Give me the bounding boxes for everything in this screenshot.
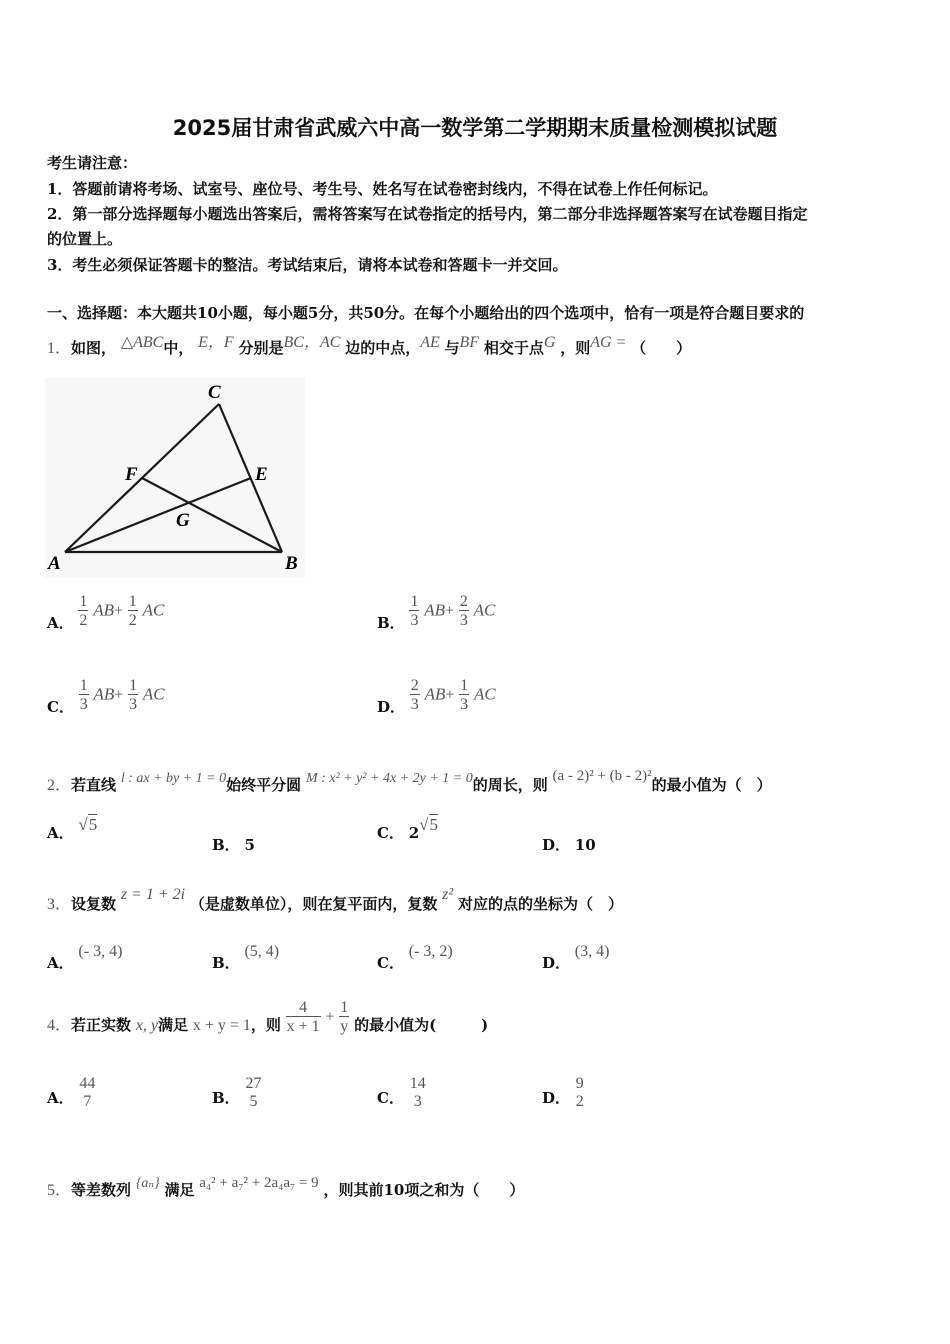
q1-option-a[interactable]: A． $\frac{1}{2}$ AB+ $\frac{1}{2}$ AC xyxy=(47,593,165,632)
label-b: B xyxy=(285,553,298,574)
section-heading: 一、选择题：本大题共10小题，每小题5分，共50分。在每个小题给出的四个选项中，恰有一项是符合题目要求的 xyxy=(47,304,805,322)
q2-option-a[interactable]: A． √5 xyxy=(47,815,98,842)
q1-option-c[interactable]: C． $\frac{1}{3}$ AB+ $\frac{1}{3}$ AC xyxy=(47,677,165,716)
label-g: G xyxy=(176,510,190,531)
label-e: E xyxy=(255,464,268,485)
q3-option-d[interactable]: D． (3, 4) xyxy=(542,943,610,972)
label-a: A xyxy=(48,553,61,574)
notice-item-2: 2．第一部分选择题每小题选出答案后，需将答案写在试卷指定的括号内，第二部分非选择题答案写在试卷题目指定 xyxy=(47,205,808,223)
q4-option-a[interactable]: A． 44 7 xyxy=(47,1075,96,1110)
label-c: C xyxy=(208,382,221,403)
notice-item-2-cont: 的位置上。 xyxy=(47,230,123,248)
question-3-stem: 3．设复数 z = 1 + 2i （是虚数单位），则在复平面内，复数 z² 对应的点的坐标为（ ） xyxy=(47,886,623,913)
notice-item-3: 3．考生必须保证答题卡的整洁。考试结束后，请将本试卷和答题卡一并交回。 xyxy=(47,256,568,274)
question-1-stem: 1．如图， △ABC中， E，F 分别是BC，AC 边的中点，AE 与BF 相交于点G ，则AG = （ ） xyxy=(47,334,692,357)
page-title: 2025届甘肃省武威六中高一数学第二学期期末质量检测模拟试题 xyxy=(172,116,778,140)
q1-option-d[interactable]: D． $\frac{2}{3}$ AB+ $\frac{1}{3}$ AC xyxy=(377,677,496,716)
notice-item-1: 1．答题前请将考场、试室号、座位号、考生号、姓名写在试卷密封线内，不得在试卷上作任何标记。 xyxy=(47,180,718,198)
q2-option-d[interactable]: D． 10 xyxy=(542,836,596,854)
q3-option-a[interactable]: A． (- 3, 4) xyxy=(47,943,123,972)
q3-option-c[interactable]: C． (- 3, 2) xyxy=(377,943,453,972)
notice-heading: 考生请注意： xyxy=(47,154,138,172)
q3-option-b[interactable]: B． (5, 4) xyxy=(212,943,280,972)
q4-option-b[interactable]: B． 27 5 xyxy=(212,1075,262,1110)
q1-option-b[interactable]: B． $\frac{1}{3}$ AB+ $\frac{2}{3}$ AC xyxy=(377,593,496,632)
q4-option-c[interactable]: C． 14 3 xyxy=(377,1075,426,1110)
question-5-stem: 5．等差数列 {aₙ} 满足 a₄² + a₇² + 2a₄a₇ = 9 ，则其前10项之和为（ ） xyxy=(47,1175,525,1199)
triangle-figure xyxy=(45,378,305,578)
q2-option-b[interactable]: B． 5 xyxy=(212,836,255,854)
q4-option-d[interactable]: D． 9 2 xyxy=(542,1075,584,1110)
question-2-stem: 2．若直线 l : ax + by + 1 = 0始终平分圆 M : x² + y² + 4x + 2y + 1 = 0的周长，则 (a - 2)² + (b - 2)²的最小值为（ ） xyxy=(47,768,772,794)
q2-option-c[interactable]: C． 2√5 xyxy=(377,815,439,842)
label-f: F xyxy=(125,464,138,485)
question-4-stem: 4．若正实数 x, y满足 x + y = 1，则 $\frac{4}{x + 1}$ + $\frac{1}{y}$ 的最小值为( ) xyxy=(47,999,489,1035)
